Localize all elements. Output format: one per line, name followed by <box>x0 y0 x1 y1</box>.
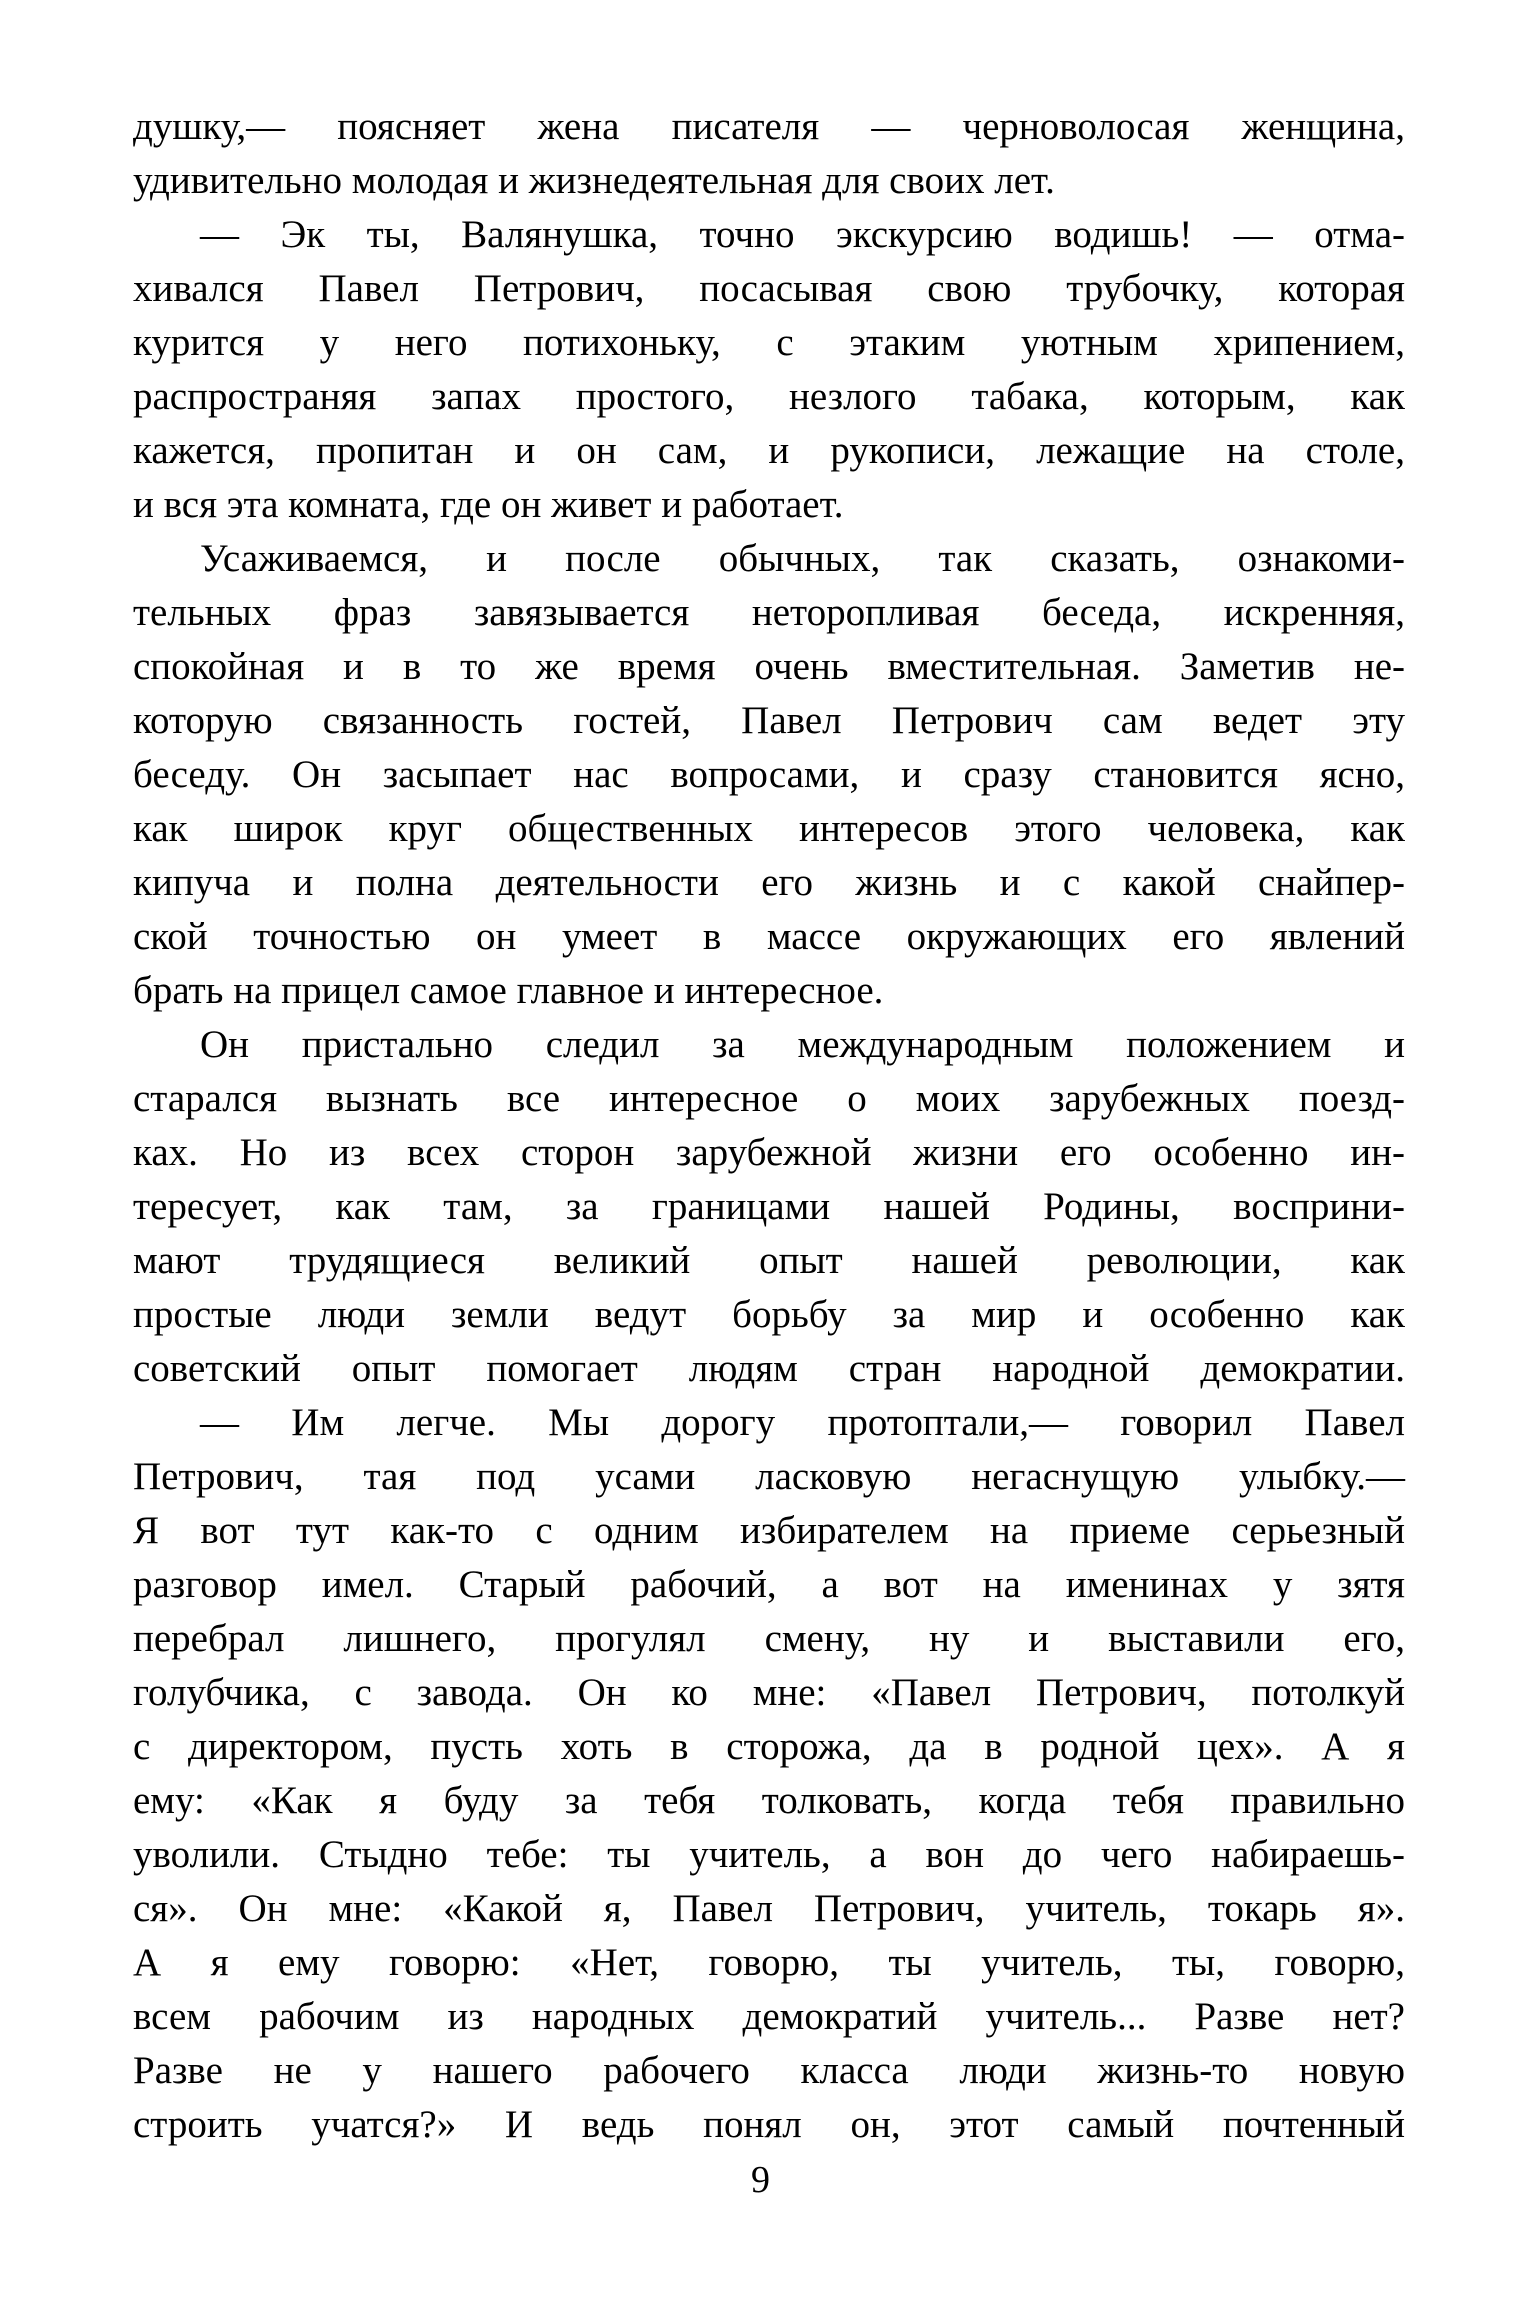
text-line: мают трудящиеся великий опыт нашей революции, как <box>133 1239 1405 1282</box>
text-line: уволили. Стыдно тебе: ты учитель, а вон до чего набираешь- <box>133 1833 1405 1876</box>
text-line: голубчика, с завода. Он ко мне: «Павел Петрович, потолкуй <box>133 1671 1405 1714</box>
body-text <box>133 100 1405 2152</box>
text-line: Разве не у нашего рабочего класса люди жизнь-то новую <box>133 2049 1405 2092</box>
text-line: ской точностью он умеет в массе окружающих его явлений <box>133 915 1405 958</box>
text-line: Петрович, тая под усами ласковую негаснущую улыбку.— <box>133 1455 1405 1498</box>
text-line: старался вызнать все интересное о моих зарубежных поезд- <box>133 1077 1405 1120</box>
text-line: с директором, пусть хоть в сторожа, да в родной цех». А я <box>133 1725 1405 1768</box>
text-line: А я ему говорю: «Нет, говорю, ты учитель, ты, говорю, <box>133 1941 1405 1984</box>
text-line: строить учатся?» И ведь понял он, этот самый почтенный <box>133 2103 1405 2146</box>
text-line: как широк круг общественных интересов этого человека, как <box>133 807 1405 850</box>
text-line: ся». Он мне: «Какой я, Павел Петрович, учитель, токарь я». <box>133 1887 1405 1930</box>
text-line: Усаживаемся, и после обычных, так сказать, ознакоми- <box>200 537 1405 580</box>
text-line: брать на прицел самое главное и интересное. <box>133 969 884 1012</box>
text-line: кипуча и полна деятельности его жизнь и с какой снайпер- <box>133 861 1405 904</box>
text-line: беседу. Он засыпает нас вопросами, и сразу становится ясно, <box>133 753 1405 796</box>
text-line: курится у него потихоньку, с этаким уютным хрипением, <box>133 321 1405 364</box>
text-line: тельных фраз завязывается неторопливая беседа, искренняя, <box>133 591 1405 634</box>
text-line: простые люди земли ведут борьбу за мир и особенно как <box>133 1293 1405 1336</box>
text-line: хивался Павел Петрович, посасывая свою трубочку, которая <box>133 267 1405 310</box>
text-line: ках. Но из всех сторон зарубежной жизни его особенно ин- <box>133 1131 1405 1174</box>
text-line: — Эк ты, Валянушка, точно экскурсию водишь! — отма- <box>200 213 1405 256</box>
text-line: и вся эта комната, где он живет и работает. <box>133 483 844 526</box>
text-line: кажется, пропитан и он сам, и рукописи, лежащие на столе, <box>133 429 1405 472</box>
text-line: тересует, как там, за границами нашей Родины, восприни- <box>133 1185 1405 1228</box>
text-line: Я вот тут как-то с одним избирателем на приеме серьезный <box>133 1509 1405 1552</box>
text-line: всем рабочим из народных демократий учитель... Разве нет? <box>133 1995 1405 2038</box>
text-line: перебрал лишнего, прогулял смену, ну и выставили его, <box>133 1617 1405 1660</box>
text-line: спокойная и в то же время очень вместительная. Заметив не- <box>133 645 1405 688</box>
text-line: разговор имел. Старый рабочий, а вот на именинах у зятя <box>133 1563 1405 1606</box>
text-line: — Им легче. Мы дорогу протоптали,— говорил Павел <box>200 1401 1405 1444</box>
text-line: распространяя запах простого, незлого табака, которым, как <box>133 375 1405 418</box>
text-line: советский опыт помогает людям стран народной демократии. <box>133 1347 1405 1390</box>
text-line: ему: «Как я буду за тебя толковать, когда тебя правильно <box>133 1779 1405 1822</box>
text-line: душку,— поясняет жена писателя — черноволосая женщина, <box>133 105 1405 148</box>
text-line: удивительно молодая и жизнедеятельная для своих лет. <box>133 159 1055 202</box>
text-line: которую связанность гостей, Павел Петрович сам ведет эту <box>133 699 1405 742</box>
text-line: Он пристально следил за международным положением и <box>200 1023 1405 1066</box>
page-number: 9 <box>751 2159 770 2201</box>
